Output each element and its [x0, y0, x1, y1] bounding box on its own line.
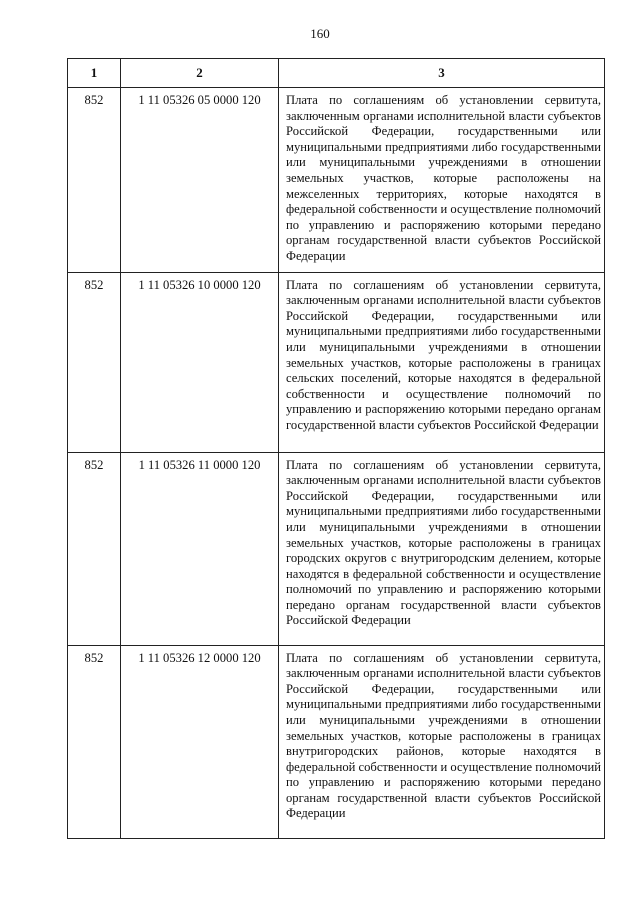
table-row: [68, 272, 605, 452]
revenue-code-cell: 1 11 05326 11 0000 120: [121, 452, 279, 645]
column-header-3: 3: [279, 59, 605, 88]
description-cell: [279, 645, 605, 838]
revenue-code-cell: 1 11 05326 10 0000 120: [121, 272, 279, 452]
description-text: Плата по соглашениям об установлении сервитута, заключенным органами исполнительной власти субъектов Российской Федерации, государственными или муниципальными предприятиями либо государственными или муниципальными учреждениями в отношении земельных участков, которые расположены в границах сельских поселений, которые находятся в федеральной собственности и осуществление полномочий по управлению и распоряжению которыми передано органам государственной власти субъектов Российской Федерации: [286, 277, 601, 432]
admin-code-cell: 852: [68, 88, 121, 273]
description-cell: [279, 452, 605, 645]
revenue-code-cell: 1 11 05326 05 0000 120: [121, 88, 279, 273]
description-text: Плата по соглашениям об установлении сервитута, заключенным органами исполнительной власти субъектов Российской Федерации, государственными или муниципальными предприятиями либо государственными или муниципальными учреждениями в отношении земельных участков, которые расположены в границах городских округов с внутригородским делением, которые находятся в федеральной собственности и осуществление полномочий по управлению и распоряжению которыми передано органам государственной власти субъектов Российской Федерации: [286, 457, 601, 628]
description-text: Плата по соглашениям об установлении сервитута, заключенным органами исполнительной власти субъектов Российской Федерации, государственными или муниципальными предприятиями либо государственными или муниципальными учреждениями в отношении земельных участков, которые расположены на межселенных территориях, которые находятся в федеральной собственности и осуществление полномочий по управлению и распоряжению которыми передано органам государственной власти субъектов Российской Федерации: [286, 93, 601, 263]
admin-code-cell: 852: [68, 452, 121, 645]
page-number: 160: [310, 26, 330, 41]
admin-code-cell: 852: [68, 645, 121, 838]
description-cell: [279, 88, 605, 273]
column-header-1: 1: [68, 59, 121, 88]
table-row: [68, 452, 605, 645]
table-row: [68, 645, 605, 838]
table-row: [68, 88, 605, 273]
revenue-codes-table: [67, 58, 605, 839]
description-cell: [279, 272, 605, 452]
revenue-code-cell: 1 11 05326 12 0000 120: [121, 645, 279, 838]
description-text: Плата по соглашениям об установлении сервитута, заключенным органами исполнительной власти субъектов Российской Федерации, государственными или муниципальными предприятиями либо государственными или муниципальными учреждениями в отношении земельных участков, которые расположены в границах внутригородских районов, которые находятся в федеральной собственности и осуществление полномочий по управлению и распоряжению которыми передано органам государственной власти субъектов Российской Федерации: [286, 650, 601, 821]
column-header-2: 2: [121, 59, 279, 88]
admin-code-cell: 852: [68, 272, 121, 452]
table-header-row: [68, 59, 605, 88]
